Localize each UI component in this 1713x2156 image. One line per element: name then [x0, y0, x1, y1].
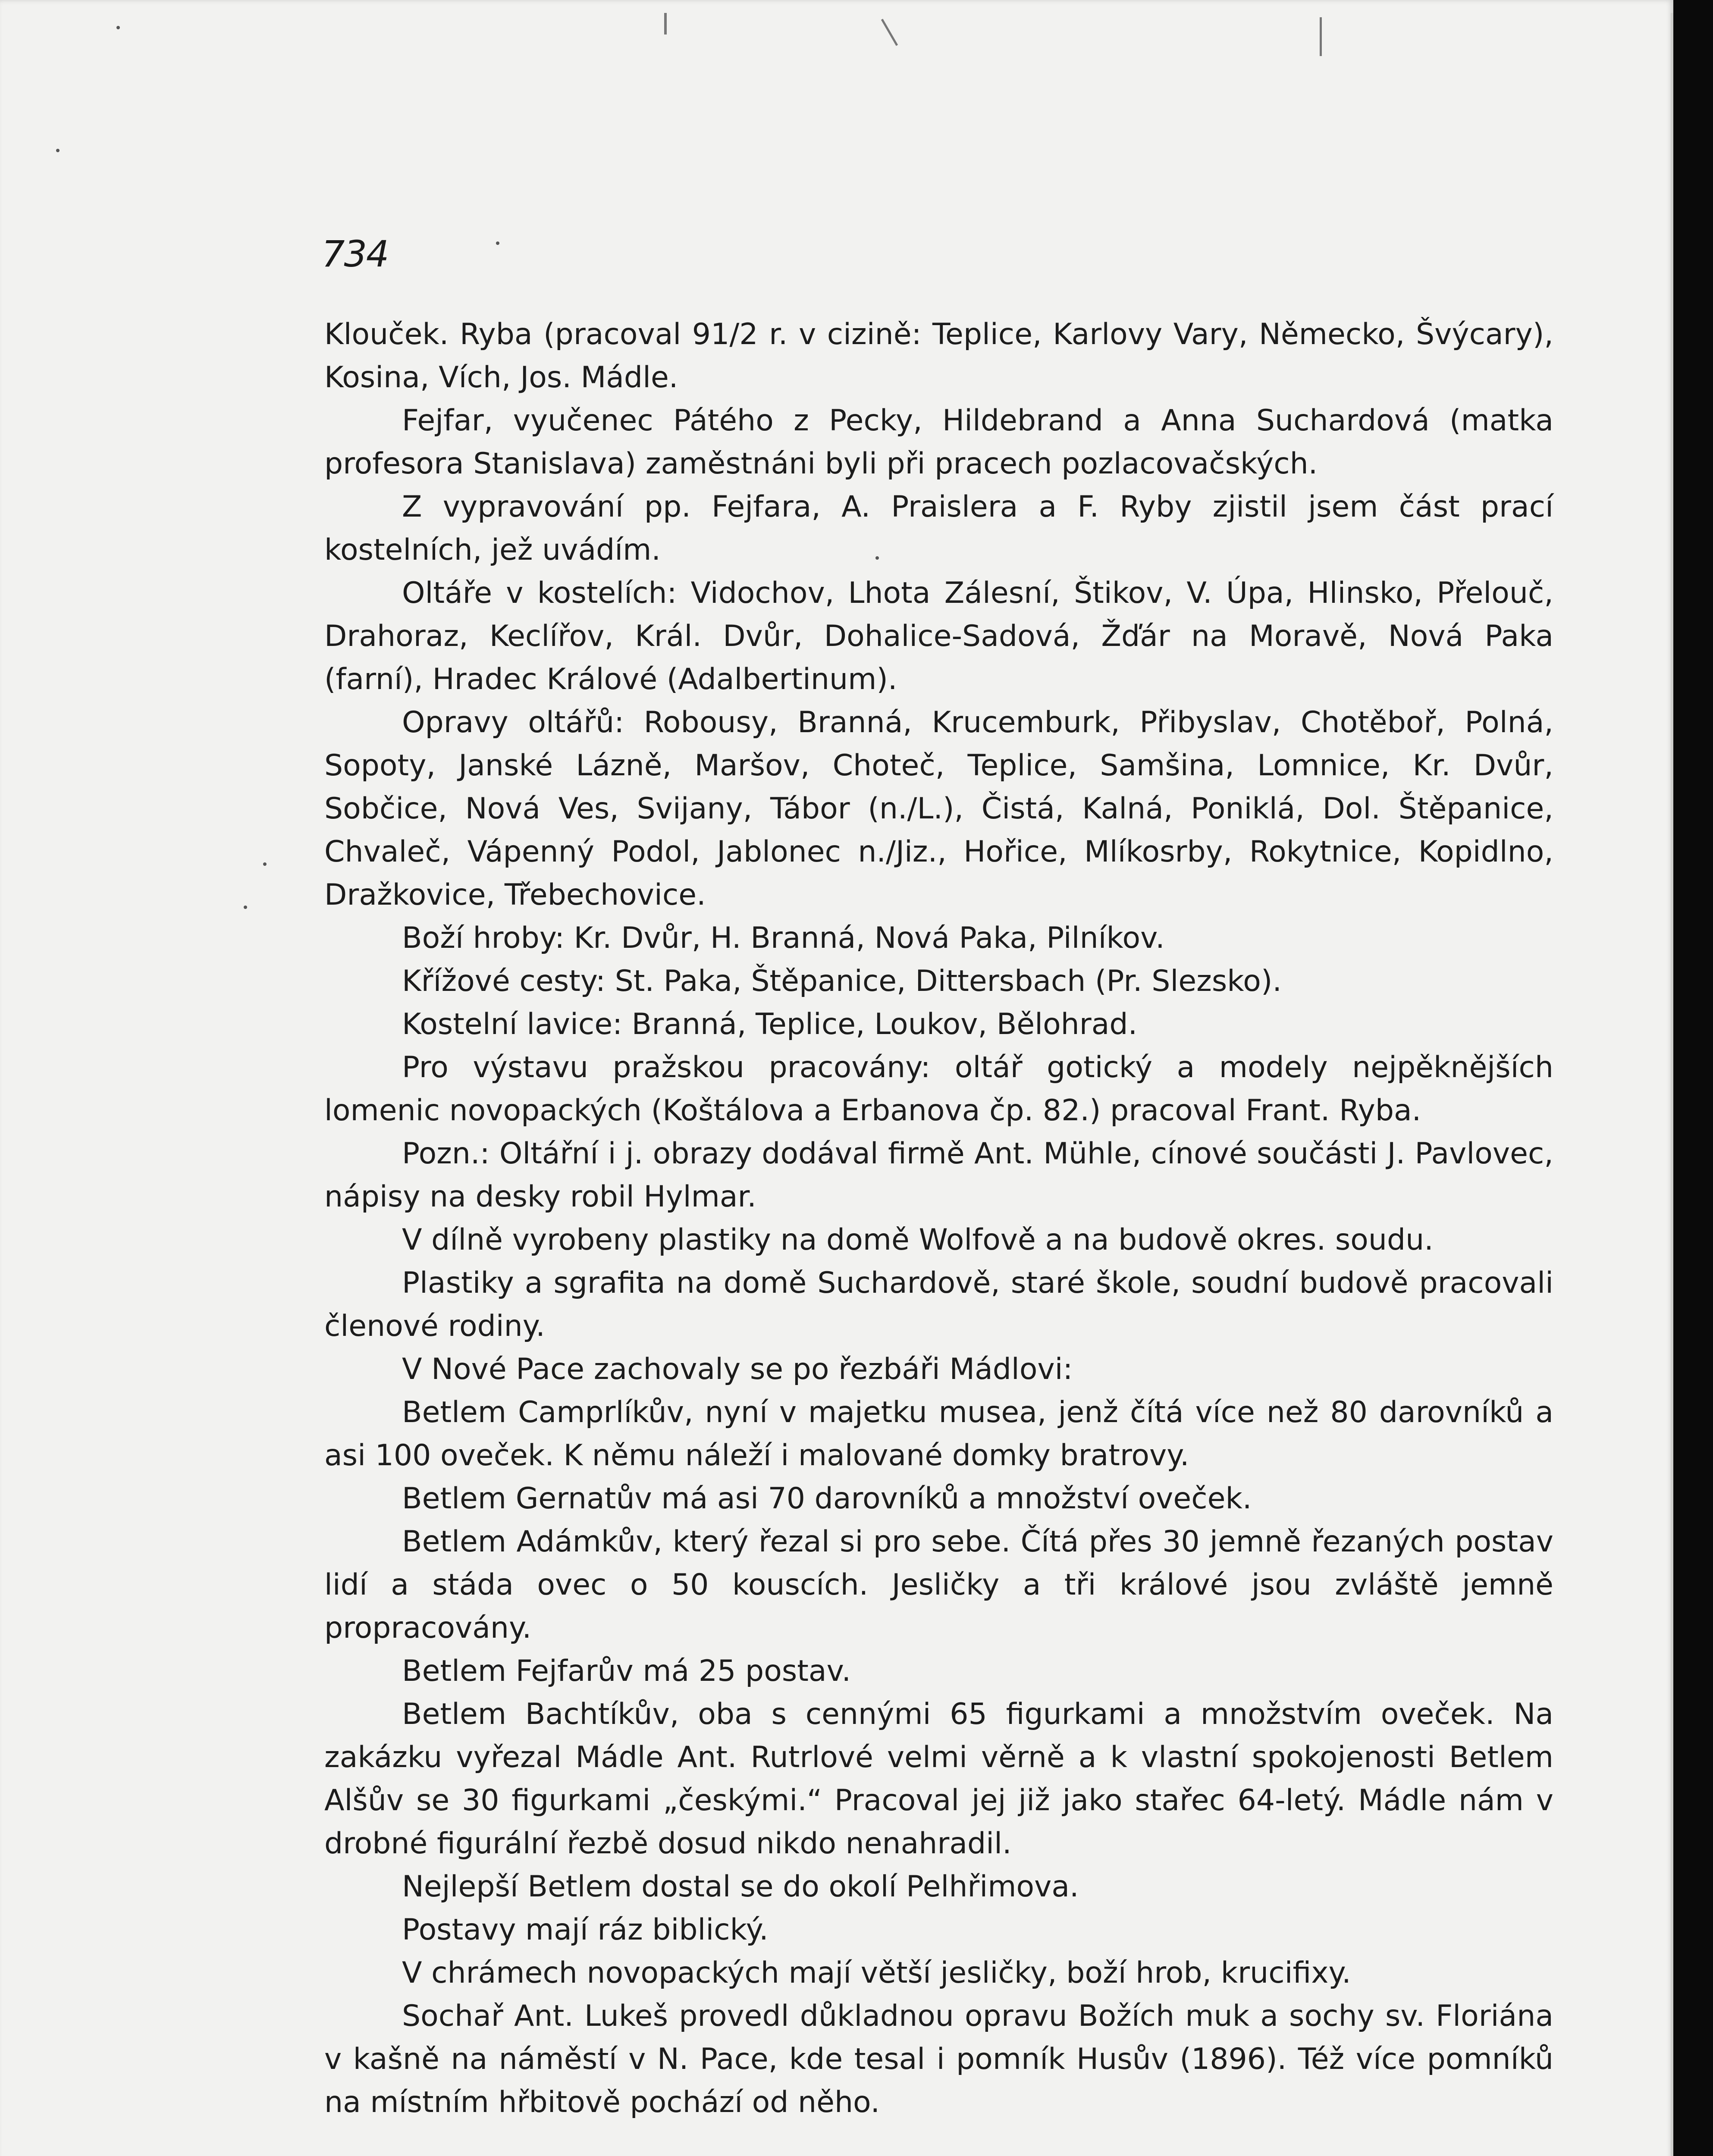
paragraph: Klouček. Ryba (pracoval 91/2 r. v cizině: Teplice, Karlovy Vary, Německo, Švýcary), Kosina, Vích, Jos. Mádle. [324, 317, 1553, 395]
paragraph: Pozn.: Oltářní i j. obrazy dodával firmě Ant. Mühle, cínové součásti J. Pavlovec, nápisy na desky robil Hylmar. [324, 1137, 1553, 1214]
scan-speck [56, 149, 60, 152]
page-number: 734 [322, 233, 389, 275]
paragraph: Z vypravování pp. Fejfara, A. Praislera a F. Ryby zjistil jsem část prací kostelních, jež uvádím. [324, 490, 1553, 567]
paragraph: V chrámech novopackých mají větší jesličky, boží hrob, krucifixy. [402, 1956, 1351, 1990]
paragraph: Sochař Ant. Lukeš provedl důkladnou opravu Božích muk a sochy sv. Floriána v kašně na náměstí v N. Pace, kde tesal i pomník Husův (1896). Též více pomníků na místním hřbitově pochází od něho. [324, 1999, 1553, 2119]
scan-speck [263, 862, 267, 866]
body-text [324, 313, 1553, 2124]
scan-speck [244, 906, 247, 909]
paragraph: Boží hroby: Kr. Dvůr, H. Branná, Nová Paka, Pilníkov. [402, 921, 1165, 955]
paragraph: Betlem Adámkův, který řezal si pro sebe. Čítá přes 30 jemně řezaných postav lidí a stáda ovec o 50 kouscích. Jesličky a tři králové jsou zvláště jemně propracovány. [324, 1525, 1553, 1645]
paragraph: Nejlepší Betlem dostal se do okolí Pelhřimova. [402, 1870, 1079, 1904]
paragraph: V dílně vyrobeny plastiky na domě Wolfově a na budově okres. soudu. [402, 1223, 1434, 1257]
scan-mark [664, 13, 667, 34]
paragraph: Postavy mají ráz biblický. [402, 1913, 769, 1947]
scan-mark [1320, 17, 1322, 56]
paragraph: Oltáře v kostelích: Vidochov, Lhota Zálesní, Štikov, V. Úpa, Hlinsko, Přelouč, Drahoraz, Keclířov, Král. Dvůr, Dohalice-Sadová, Žďár na Moravě, Nová Paka (farní), Hradec Králové (Adalbertinum). [324, 576, 1553, 696]
paragraph: Betlem Gernatův má asi 70 darovníků a množství oveček. [402, 1482, 1252, 1516]
paragraph: Kostelní lavice: Branná, Teplice, Loukov, Bělohrad. [402, 1007, 1138, 1041]
paragraph: Betlem Bachtíkův, oba s cennými 65 figurkami a množstvím oveček. Na zakázku vyřezal Mádle Ant. Rutrlové velmi věrně a k vlastní spokojenosti Betlem Alšův se 30 figurkami „českými.“ Pracoval jej již jako stařec 64-letý. Mádle nám v drobné figurální řezbě dosud nikdo nenahradil. [324, 1697, 1553, 1861]
scan-speck [116, 26, 120, 29]
scan-border [1673, 0, 1713, 2156]
paragraph: Opravy oltářů: Robousy, Branná, Krucemburk, Přibyslav, Chotěboř, Polná, Sopoty, Janské Lázně, Maršov, Choteč, Teplice, Samšina, Lomnice, Kr. Dvůr, Sobčice, Nová Ves, Svijany, Tábor (n./L.), Čistá, Kalná, Poniklá, Dol. Štěpanice, Chvaleč, Vápenný Podol, Jablonec n./Jiz., Hořice, Mlíkosrby, Rokytnice, Kopidlno, Dražkovice, Třebechovice. [324, 705, 1553, 912]
paragraph: Fejfar, vyučenec Pátého z Pecky, Hildebrand a Anna Suchardová (matka profesora Stanislava) zaměstnáni byli při pracech pozlacovačských. [324, 404, 1553, 481]
scan-speck [496, 241, 499, 245]
paragraph: Pro výstavu pražskou pracovány: oltář gotický a modely nejpěknějších lomenic novopackých (Koštálova a Erbanova čp. 82.) pracoval Frant. Ryba. [324, 1050, 1553, 1128]
scan-mark [881, 19, 898, 46]
paragraph: V Nové Pace zachovaly se po řezbáři Mádlovi: [402, 1352, 1073, 1386]
paragraph: Plastiky a sgrafita na domě Suchardově, staré škole, soudní budově pracovali členové rodiny. [324, 1266, 1553, 1343]
paragraph: Betlem Fejfarův má 25 postav. [402, 1654, 851, 1688]
paragraph: Křížové cesty: St. Paka, Štěpanice, Dittersbach (Pr. Slezsko). [402, 964, 1282, 998]
paragraph: Betlem Camprlíkův, nyní v majetku musea, jenž čítá více než 80 darovníků a asi 100 oveček. K němu náleží i malované domky bratrovy. [324, 1395, 1553, 1473]
